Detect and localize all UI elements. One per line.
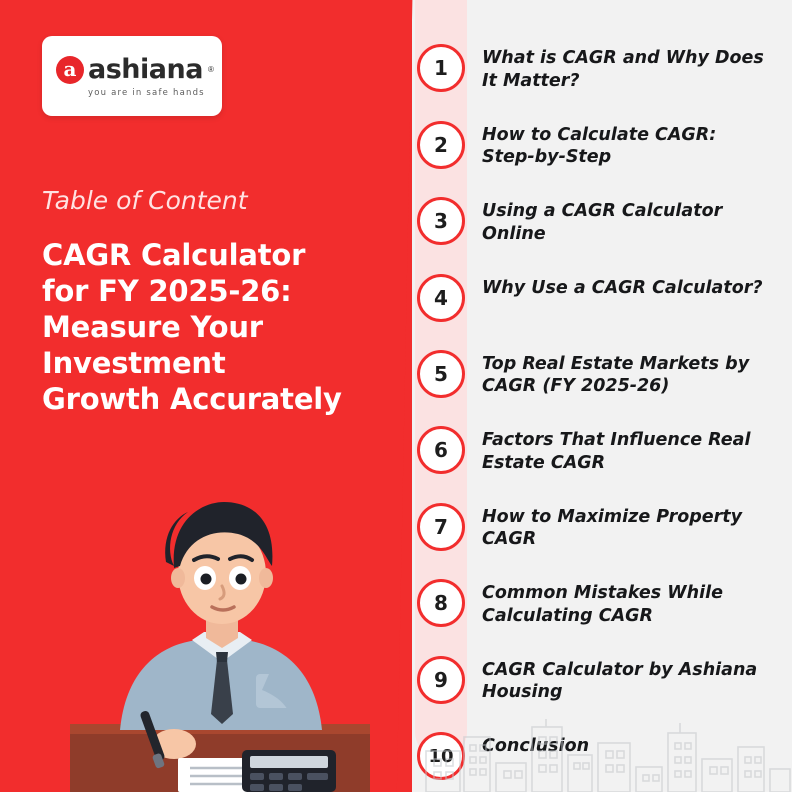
toc-number-badge: 4 — [417, 274, 465, 322]
list-item[interactable] — [412, 44, 792, 93]
registered-trademark-icon: ® — [207, 65, 214, 74]
man-writing-with-calculator-illustration — [70, 462, 370, 792]
logo-circle-icon — [56, 56, 84, 84]
toc-number-badge: 1 — [417, 44, 465, 92]
logo-mark-letter: a — [63, 56, 77, 81]
toc-item-label[interactable]: What is CAGR and Why Does It Matter? — [482, 48, 764, 91]
list-item[interactable] — [412, 274, 792, 322]
toc-list — [412, 44, 792, 792]
list-item[interactable] — [412, 121, 792, 170]
list-item[interactable] — [412, 579, 792, 628]
toc-item-label[interactable]: CAGR Calculator by Ashiana Housing — [482, 659, 758, 703]
toc-item-label[interactable]: Conclusion — [482, 736, 590, 756]
toc-number-badge: 3 — [417, 197, 465, 245]
list-item[interactable] — [412, 503, 792, 552]
toc-number-badge: 5 — [417, 350, 465, 398]
list-item[interactable] — [412, 197, 792, 246]
toc-item-label[interactable]: How to Calculate CAGR: Step-by-Step — [482, 124, 717, 168]
page-title: CAGR Calculator for FY 2025-26: Measure Your Investment Growth Accurately — [42, 238, 342, 416]
toc-number-badge: 9 — [417, 656, 465, 704]
city-skyline-icon — [412, 717, 792, 792]
toc-item-label[interactable]: Why Use a CAGR Calculator? — [482, 277, 763, 298]
toc-item-label[interactable]: Using a CAGR Calculator Online — [482, 201, 723, 244]
toc-number-badge: 8 — [417, 579, 465, 627]
toc-list-panel — [412, 0, 792, 792]
list-item[interactable] — [412, 656, 792, 705]
ashiana-logo[interactable] — [42, 36, 222, 116]
list-item[interactable] — [412, 426, 792, 475]
logo-tagline: you are in safe hands — [88, 88, 205, 98]
toc-number-badge: 2 — [417, 121, 465, 169]
toc-number-badge: 7 — [417, 503, 465, 551]
list-item[interactable] — [412, 350, 792, 399]
toc-kicker: Table of Content — [42, 186, 248, 215]
toc-item-label[interactable]: Common Mistakes While Calculating CAGR — [482, 583, 723, 626]
toc-number-badge: 6 — [417, 426, 465, 474]
toc-item-label[interactable]: How to Maximize Property CAGR — [482, 506, 743, 550]
toc-item-label[interactable]: Factors That Influence Real Estate CAGR — [482, 430, 751, 473]
logo-wordmark: ashiana — [88, 54, 203, 85]
toc-item-label[interactable]: Top Real Estate Markets by CAGR (FY 2025-26) — [482, 353, 750, 397]
toc-number-badge: 10 — [417, 732, 465, 780]
